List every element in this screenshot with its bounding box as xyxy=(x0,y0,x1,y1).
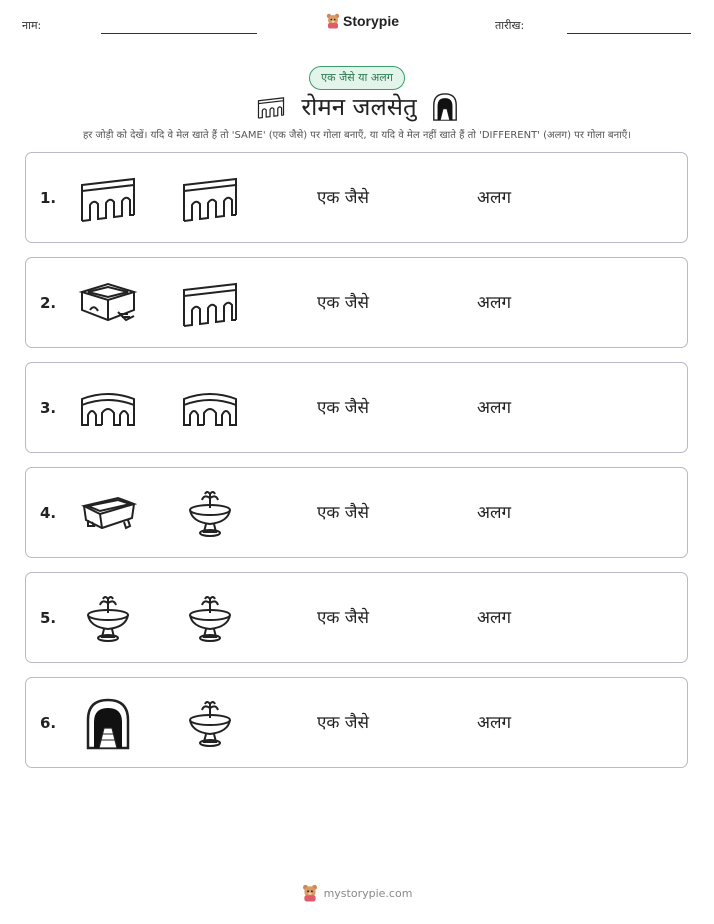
question-row-2 xyxy=(25,257,688,348)
bear-mascot-icon xyxy=(302,884,318,902)
question-row-4 xyxy=(25,467,688,558)
arch-bridge-icon xyxy=(180,381,240,435)
brand-logo xyxy=(326,13,399,29)
question-number: 4. xyxy=(40,504,57,522)
question-number: 3. xyxy=(40,399,57,417)
bear-mascot-icon xyxy=(326,13,340,29)
aqueduct-tall-icon xyxy=(180,276,240,330)
question-number: 5. xyxy=(40,609,57,627)
same-option[interactable]: एक जैसे xyxy=(317,503,369,523)
tunnel-icon xyxy=(431,92,459,122)
question-row-1 xyxy=(25,152,688,243)
different-option[interactable]: अलग xyxy=(477,188,512,208)
arch-bridge-icon xyxy=(78,381,138,435)
same-option[interactable]: एक जैसे xyxy=(317,398,369,418)
basin-icon xyxy=(78,486,138,540)
name-field[interactable] xyxy=(101,33,257,34)
aqueduct-tall-icon xyxy=(180,171,240,225)
different-option[interactable]: अलग xyxy=(477,398,512,418)
aqueduct-tall-icon xyxy=(78,171,138,225)
aqueduct-icon xyxy=(255,94,287,120)
fountain-icon xyxy=(180,591,240,645)
worksheet-type-badge: एक जैसे या अलग xyxy=(309,66,405,90)
footer-site-link[interactable]: mystorypie.com xyxy=(323,886,413,900)
brand-name: Storypie xyxy=(343,13,400,29)
question-number: 6. xyxy=(40,714,57,732)
instructions-text: हर जोड़ी को देखें। यदि वे मेल खाते हैं तो 'SAME' (एक जैसे) पर गोला बनाएँ, या यदि वे मेल नहीं खाते हैं तो 'DIFFERENT' (अलग) पर गोला बनाएँ। xyxy=(82,130,632,141)
different-option[interactable]: अलग xyxy=(477,608,512,628)
reservoir-icon xyxy=(78,276,138,330)
different-option[interactable]: अलग xyxy=(477,713,512,733)
name-label: नाम: xyxy=(22,19,42,32)
fountain-icon xyxy=(180,486,240,540)
different-option[interactable]: अलग xyxy=(477,293,512,313)
same-option[interactable]: एक जैसे xyxy=(317,608,369,628)
question-number: 1. xyxy=(40,189,57,207)
date-field[interactable] xyxy=(567,33,691,34)
same-option[interactable]: एक जैसे xyxy=(317,713,369,733)
same-option[interactable]: एक जैसे xyxy=(317,293,369,313)
tunnel-icon xyxy=(78,696,138,750)
footer xyxy=(0,884,714,902)
date-label: तारीख: xyxy=(495,19,525,32)
fountain-icon xyxy=(78,591,138,645)
same-option[interactable]: एक जैसे xyxy=(317,188,369,208)
title-row xyxy=(0,90,714,123)
question-row-3 xyxy=(25,362,688,453)
question-row-5 xyxy=(25,572,688,663)
question-row-6 xyxy=(25,677,688,768)
fountain-icon xyxy=(180,696,240,750)
different-option[interactable]: अलग xyxy=(477,503,512,523)
question-number: 2. xyxy=(40,294,57,312)
worksheet-title: रोमन जलसेतु xyxy=(301,93,417,121)
